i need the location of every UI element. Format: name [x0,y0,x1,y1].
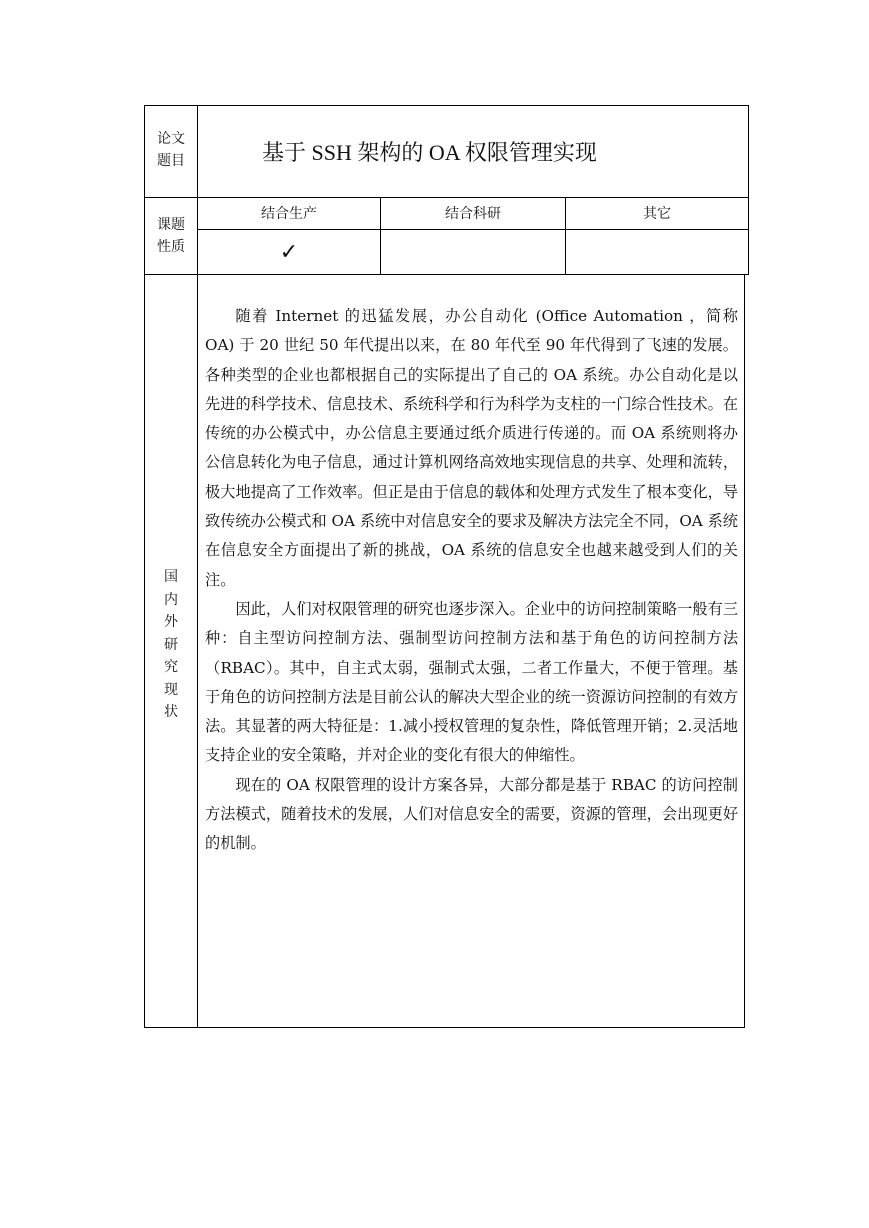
table-border-bottom [145,1027,745,1028]
table-divider-nature [145,274,749,275]
table-border-right-lower [744,274,745,1028]
paper-title: 基于 SSH 架构的 OA 权限管理实现 [262,139,597,165]
nature-col-other: 其它 [643,206,671,222]
checkmark-icon: ✓ [279,240,299,265]
title-label: 论文 题目 [157,131,185,169]
paragraph-1: 随着 Internet 的迅猛发展，办公自动化 (Office Automation ，简称 OA) 于 20 世纪 50 年代提出以来，在 80 年代至 90 年代得到了飞速的发展。各种类型的企业也都根据自己的实际提出了自己的 OA 系统。办公自动化是以先进的科学技术、信息技术、系统科学和行为科学为支柱的一门综合性技术。在传统的办公模式中，办公信息主要通过纸介质进行传递的。而 OA 系统则将办公信息转化为电子信息，通过计算机网络高效地实现信息的共享、处理和流转，极大地提高了工作效率。但正是由于信息的载体和处理方式发生了根本变化，导致传统办公模式和 OA 系统中对信息安全的要求及解决方法完全不同，OA 系统在信息安全方面提出了新的挑战，OA 系统的信息安全也越来越受到人们的关注。 [205,307,738,589]
table-divider-colhead [198,229,749,230]
paragraph-3: 现在的 OA 权限管理的设计方案各异，大部分都是基于 RBAC 的访问控制方法模式，随着技术的发展，人们对信息安全的需要，资源的管理，会出现更好的机制。 [205,775,738,853]
research-status-text [205,302,738,859]
paragraph-2: 因此，人们对权限管理的研究也逐步深入。企业中的访问控制策略一般有三种：自主型访问控制方法、强制型访问控制方法和基于角色的访问控制方法（RBAC）。其中，自主式太弱，强制式太强，二者工作量大，不便于管理。基于角色的访问控制方法是目前公认的解决大型企业的统一资源访问控制的有效方法。其显著的两大特征是：1.减小授权管理的复杂性，降低管理开销；2.灵活地支持企业的安全策略，并对企业的变化有很大的伸缩性。 [205,599,738,765]
research-status-label: 国 内 外 研 究 现 状 [164,569,178,720]
nature-col-research: 结合科研 [445,206,501,222]
table-border-right-upper [748,105,749,275]
nature-label: 课题 性质 [157,217,185,255]
nature-col-production: 结合生产 [261,206,317,222]
